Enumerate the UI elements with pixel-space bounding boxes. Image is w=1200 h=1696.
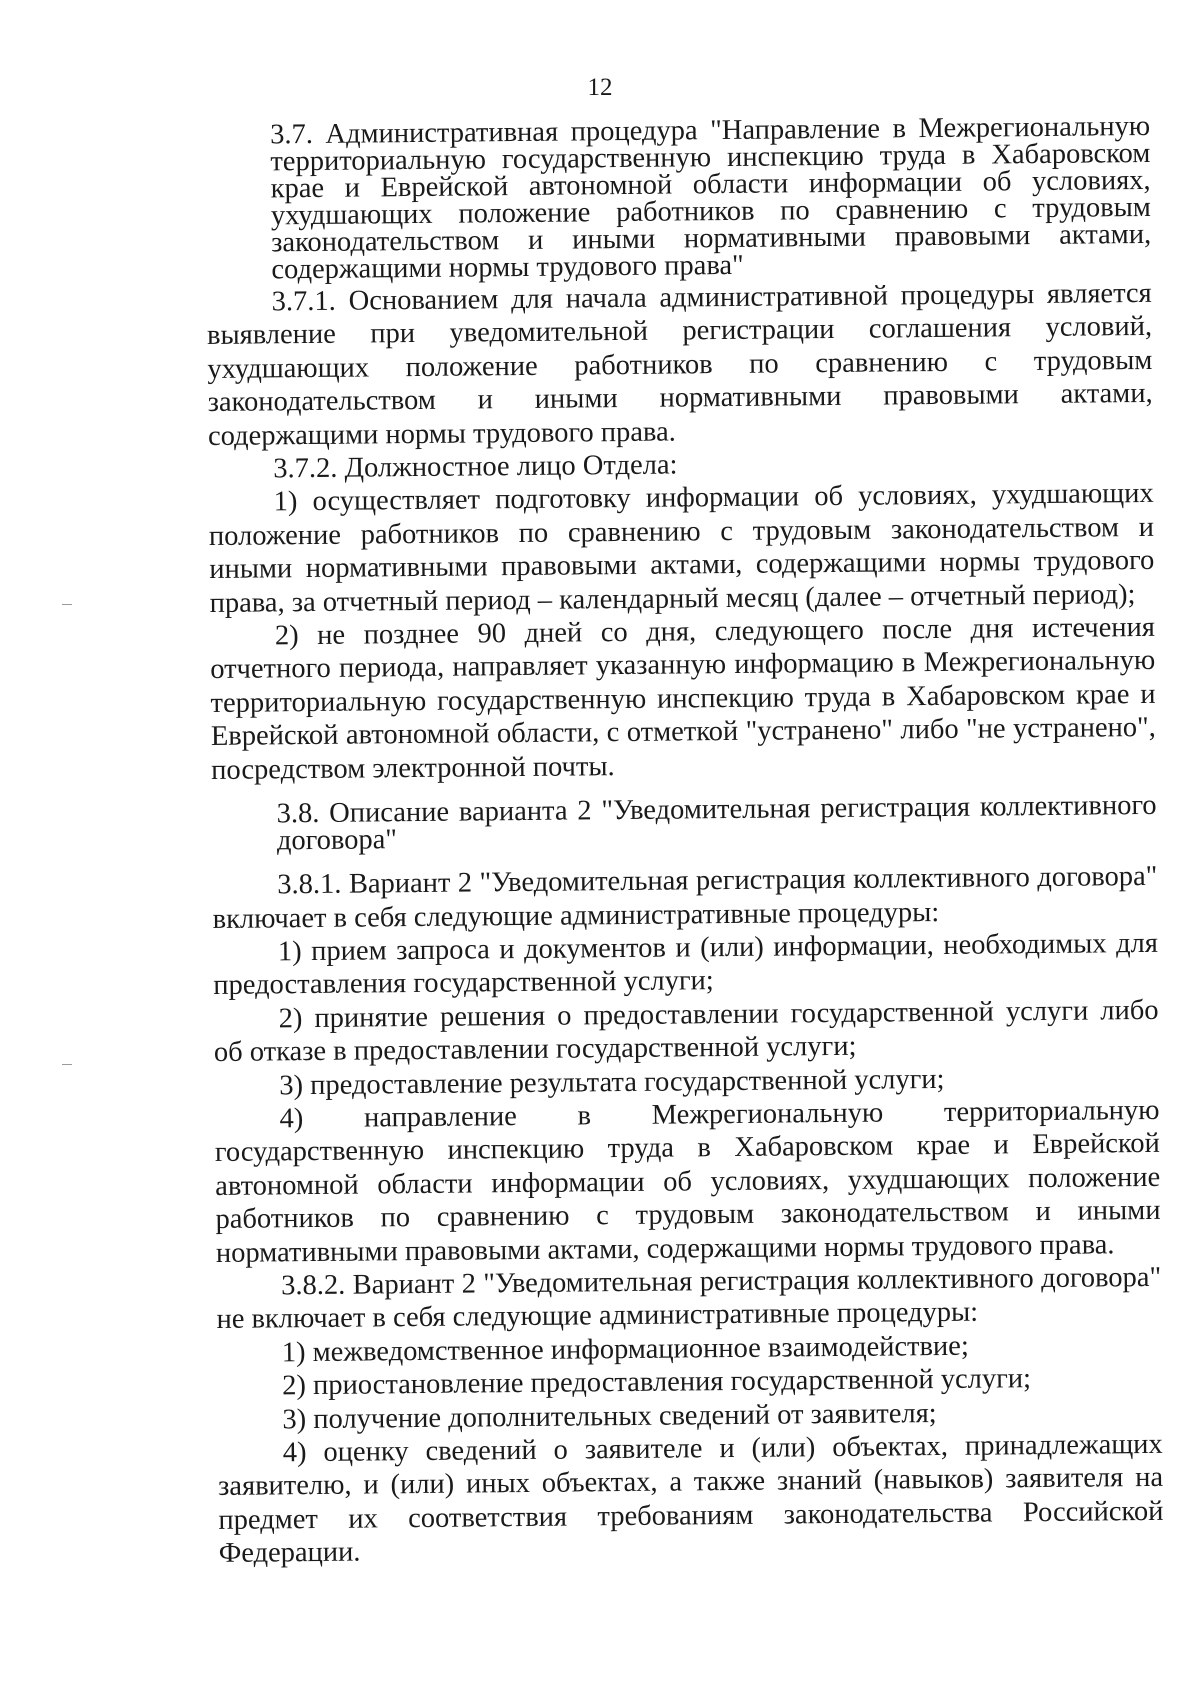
margin-mark [62, 1064, 72, 1065]
paragraph-3-7-1: 3.7.1. Основанием для начала административной процедуры является выявление при уведомительной регистрации соглашения условий, ухудшающих положение работников по сравнению с трудовым законодательством и иными нормативными правовыми актами, содержащими нормы трудового права. [206, 277, 1153, 452]
section-heading-3-8: 3.8. Описание варианта 2 "Уведомительная регистрация коллективного договора" [276, 789, 1157, 857]
list-item-3-8-1-1: 1) прием запроса и документов и (или) информации, необходимых для предоставления государственной услуги; [213, 927, 1159, 1002]
list-item-3-7-2-1: 1) осуществляет подготовку информации об условиях, ухудшающих положение работников по сравнению с трудовым законодательством и иными нормативными правовыми актами, содержащими нормы трудового права, за отчетный период – календарный месяц (далее – отчетный период); [208, 478, 1155, 619]
section-heading-3-7: 3.7. Административная процедура "Направление в Межрегиональную территориальную государственную инспекцию труда в Хабаровском крае и Еврейской автономной области информации об условиях, ухудшающих положение работников по сравнению с трудовым законодательством и иными нормативными правовыми актами, содержащими нормы трудового права" [269, 110, 1152, 286]
list-item-3-8-1-2: 2) принятие решения о предоставлении государственной услуги либо об отказе в предоставлении государственной услуги; [213, 994, 1159, 1069]
list-item-3-8-1-4: 4) направление в Межрегиональную территориальную государственную инспекцию труда в Хабаровском крае и Еврейской автономной области информации об условиях, ухудшающих положение работников по сравнению с трудовым законодательством и иными нормативными правовыми актами, содержащими нормы трудового права. [214, 1094, 1161, 1269]
list-item-3-8-2-2: 2) приостановление предоставления государственной услуги; [281, 1363, 1032, 1402]
list-item-3-8-2-1: 1) межведомственное информационное взаимодействие; [281, 1330, 969, 1369]
document-body [205, 110, 1164, 1571]
margin-mark [62, 604, 72, 605]
list-item-3-8-1-3: 3) предоставление результата государственной услуги; [279, 1063, 945, 1101]
page-number: 12 [587, 74, 613, 101]
list-item-3-8-2-4: 4) оценку сведений о заявителе и (или) объектах, принадлежащих заявителю, и (или) иных объектах, а также знаний (навыков) заявителя на предмет их соответствия требованиям законодательства Российской Федерации. [217, 1428, 1164, 1570]
paragraph-3-8-2: 3.8.2. Вариант 2 "Уведомительная регистрация коллективного договора" не включает в себя следующие административные процедуры: [216, 1261, 1162, 1336]
paragraph-3-7-2: 3.7.2. Должностное лицо Отдела: [273, 449, 678, 485]
paragraph-3-8-1: 3.8.1. Вариант 2 "Уведомительная регистрация коллективного договора" включает в себя следующие административные процедуры: [212, 860, 1158, 935]
list-item-3-8-2-3: 3) получение дополнительных сведений от заявителя; [282, 1397, 937, 1435]
list-item-3-7-2-2: 2) не позднее 90 дней со дня, следующего после дня истечения отчетного периода, направляет указанную информацию в Межрегиональную территориальную государственную инспекцию труда в Хабаровском крае и Еврейской автономной области, с отметкой "устранено" либо "не устранено", посредством электронной почты. [210, 611, 1157, 786]
